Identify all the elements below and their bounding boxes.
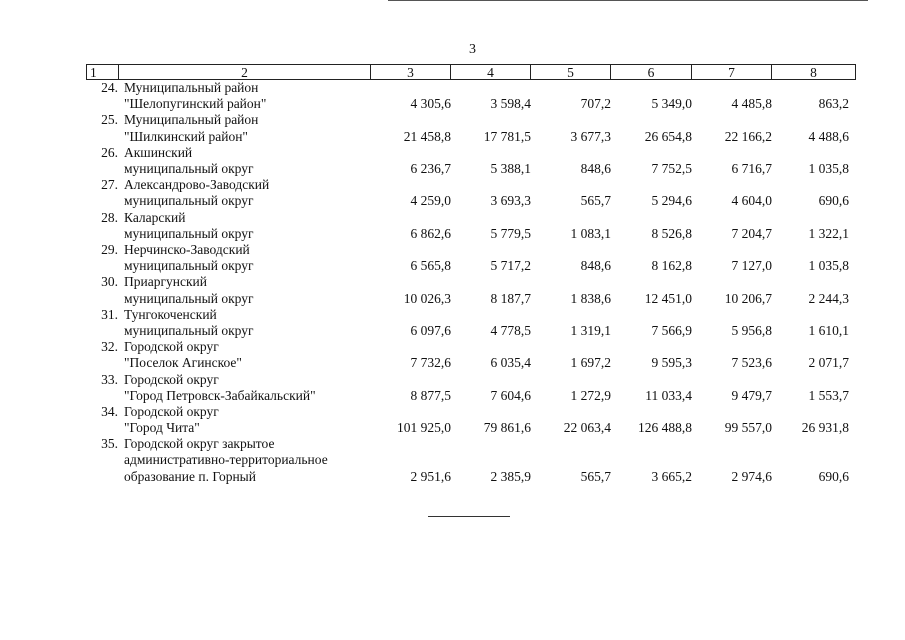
value-cell-col-5: 22 063,4 [563, 420, 611, 436]
row-values [371, 388, 856, 404]
row-values [371, 323, 856, 339]
value-cell-col-7: 9 479,7 [731, 387, 772, 403]
value-cell-col-5: 1 697,2 [570, 355, 611, 371]
row-name-line: "Шелопугинский район" [124, 96, 267, 112]
value-cell-col-8: 26 931,8 [801, 420, 849, 436]
value-cell-col-7: 2 974,6 [731, 468, 772, 484]
row-name-line: Муниципальный район [124, 80, 259, 95]
value-cell-col-3: 21 458,8 [403, 128, 451, 144]
row-number: 26. [101, 144, 118, 160]
row-name-line: Тунгокоченский [124, 306, 217, 322]
row-values [371, 291, 856, 307]
page-number: 3 [469, 42, 476, 57]
end-separator-line [428, 516, 510, 517]
row-name-line: муниципальный округ [124, 322, 254, 338]
value-cell-col-7: 4 485,8 [731, 96, 772, 112]
value-cell-col-8: 4 488,6 [808, 128, 849, 144]
table-row [86, 436, 856, 485]
value-cell-col-5: 707,2 [580, 96, 611, 112]
value-cell-col-7: 4 604,0 [731, 193, 772, 209]
row-name-line: Городской округ [124, 371, 219, 387]
value-cell-col-5: 848,6 [580, 258, 611, 274]
header-col-1: 1 [86, 64, 119, 80]
row-number: 27. [101, 177, 118, 193]
row-name-line: Александрово-Заводский [124, 177, 270, 193]
value-cell-col-7: 99 557,0 [724, 420, 772, 436]
value-cell-col-6: 12 451,0 [644, 290, 692, 306]
value-cell-col-7: 22 166,2 [724, 128, 772, 144]
value-cell-col-8: 863,2 [818, 96, 849, 112]
row-name-line: "Поселок Агинское" [124, 355, 242, 371]
header-col-6: 6 [611, 64, 692, 80]
row-number: 30. [101, 274, 118, 290]
row-name-line: Муниципальный район [124, 112, 259, 128]
table-row [86, 145, 856, 177]
top-divider-line [388, 0, 868, 1]
row-name-line: "Шилкинский район" [124, 128, 248, 144]
value-cell-col-7: 7 523,6 [731, 355, 772, 371]
value-cell-col-4: 7 604,6 [490, 387, 531, 403]
row-values [371, 355, 856, 371]
value-cell-col-3: 101 925,0 [397, 420, 451, 436]
value-cell-col-4: 17 781,5 [483, 128, 531, 144]
table-row [86, 177, 856, 209]
value-cell-col-5: 565,7 [580, 193, 611, 209]
row-values [371, 469, 856, 485]
value-cell-col-4: 5 717,2 [490, 258, 531, 274]
value-cell-col-6: 11 033,4 [645, 387, 692, 403]
value-cell-col-4: 79 861,6 [483, 420, 531, 436]
row-values [371, 193, 856, 209]
value-cell-col-6: 8 162,8 [651, 258, 692, 274]
value-cell-col-3: 7 732,6 [410, 355, 451, 371]
row-name-line: Приаргунский [124, 274, 207, 290]
value-cell-col-5: 848,6 [580, 160, 611, 176]
row-name-line: Городской округ закрытое [124, 436, 275, 452]
table-row [86, 404, 856, 436]
row-values [371, 258, 856, 274]
value-cell-col-8: 1 610,1 [808, 322, 849, 338]
value-cell-col-4: 3 598,4 [490, 96, 531, 112]
value-cell-col-4: 4 778,5 [490, 322, 531, 338]
value-cell-col-4: 8 187,7 [490, 290, 531, 306]
row-name-line: Городской округ [124, 403, 219, 419]
table-row [86, 210, 856, 242]
row-number: 28. [101, 209, 118, 225]
value-cell-col-5: 3 677,3 [570, 128, 611, 144]
value-cell-col-7: 5 956,8 [731, 322, 772, 338]
value-cell-col-5: 565,7 [580, 468, 611, 484]
value-cell-col-6: 5 349,0 [651, 96, 692, 112]
row-name-line: Каларский [124, 209, 186, 225]
row-number: 31. [101, 306, 118, 322]
value-cell-col-3: 10 026,3 [403, 290, 451, 306]
value-cell-col-8: 1 035,8 [808, 160, 849, 176]
value-cell-col-5: 1 838,6 [570, 290, 611, 306]
value-cell-col-8: 1 553,7 [808, 387, 849, 403]
value-cell-col-6: 7 752,5 [651, 160, 692, 176]
row-number: 29. [101, 241, 118, 257]
value-cell-col-4: 2 385,9 [490, 468, 531, 484]
value-cell-col-8: 690,6 [818, 193, 849, 209]
value-cell-col-8: 1 322,1 [808, 225, 849, 241]
table-row [86, 80, 856, 112]
header-col-7: 7 [692, 64, 772, 80]
row-name-line: муниципальный округ [124, 193, 254, 209]
value-cell-col-3: 2 951,6 [410, 468, 451, 484]
value-cell-col-8: 2 244,3 [808, 290, 849, 306]
row-name-line: Городской округ [124, 339, 219, 355]
row-name-line: образование п. Горный [124, 468, 256, 484]
table-row [86, 242, 856, 274]
table-row [86, 339, 856, 371]
header-col-5: 5 [531, 64, 611, 80]
value-cell-col-7: 7 204,7 [731, 225, 772, 241]
value-cell-col-4: 5 779,5 [490, 225, 531, 241]
header-col-2: 2 [119, 64, 371, 80]
row-name-line: Акшинский [124, 144, 193, 160]
value-cell-col-8: 690,6 [818, 468, 849, 484]
value-cell-col-4: 3 693,3 [490, 193, 531, 209]
row-values [371, 161, 856, 177]
table-body [86, 80, 856, 485]
row-name-line: муниципальный округ [124, 258, 254, 274]
value-cell-col-7: 6 716,7 [731, 160, 772, 176]
row-name-line: муниципальный округ [124, 290, 254, 306]
data-table [86, 64, 856, 485]
table-row [86, 112, 856, 144]
value-cell-col-6: 5 294,6 [651, 193, 692, 209]
value-cell-col-4: 6 035,4 [490, 355, 531, 371]
row-name-line: "Город Чита" [124, 420, 200, 436]
value-cell-col-3: 6 097,6 [410, 322, 451, 338]
row-values [371, 226, 856, 242]
value-cell-col-3: 6 565,8 [410, 258, 451, 274]
table-row [86, 274, 856, 306]
value-cell-col-7: 10 206,7 [724, 290, 772, 306]
value-cell-col-6: 8 526,8 [651, 225, 692, 241]
value-cell-col-6: 9 595,3 [651, 355, 692, 371]
row-name-line: муниципальный округ [124, 225, 254, 241]
value-cell-col-6: 126 488,8 [638, 420, 692, 436]
value-cell-col-3: 4 305,6 [410, 96, 451, 112]
header-col-3: 3 [371, 64, 451, 80]
value-cell-col-3: 6 236,7 [410, 160, 451, 176]
row-name-line: "Город Петровск-Забайкальский" [124, 387, 316, 403]
table-row [86, 307, 856, 339]
value-cell-col-6: 7 566,9 [651, 322, 692, 338]
value-cell-col-5: 1 319,1 [570, 322, 611, 338]
row-name-line: муниципальный округ [124, 160, 254, 176]
value-cell-col-8: 1 035,8 [808, 258, 849, 274]
header-col-4: 4 [451, 64, 531, 80]
table-row [86, 372, 856, 404]
value-cell-col-8: 2 071,7 [808, 355, 849, 371]
value-cell-col-5: 1 083,1 [570, 225, 611, 241]
row-number: 35. [101, 436, 118, 452]
row-number: 34. [101, 403, 118, 419]
row-values [371, 420, 856, 436]
value-cell-col-3: 8 877,5 [410, 387, 451, 403]
header-col-8: 8 [772, 64, 856, 80]
value-cell-col-6: 26 654,8 [644, 128, 692, 144]
row-name-line: административно-территориальное [124, 452, 328, 468]
row-values [371, 129, 856, 145]
row-number: 24. [101, 80, 118, 95]
value-cell-col-6: 3 665,2 [651, 468, 692, 484]
value-cell-col-3: 4 259,0 [410, 193, 451, 209]
row-name-line: Нерчинско-Заводский [124, 241, 250, 257]
value-cell-col-7: 7 127,0 [731, 258, 772, 274]
value-cell-col-3: 6 862,6 [410, 225, 451, 241]
row-number: 33. [101, 371, 118, 387]
row-number: 32. [101, 339, 118, 355]
value-cell-col-4: 5 388,1 [490, 160, 531, 176]
row-values [371, 96, 856, 112]
table-header-row [86, 64, 856, 80]
value-cell-col-5: 1 272,9 [570, 387, 611, 403]
row-number: 25. [101, 112, 118, 128]
